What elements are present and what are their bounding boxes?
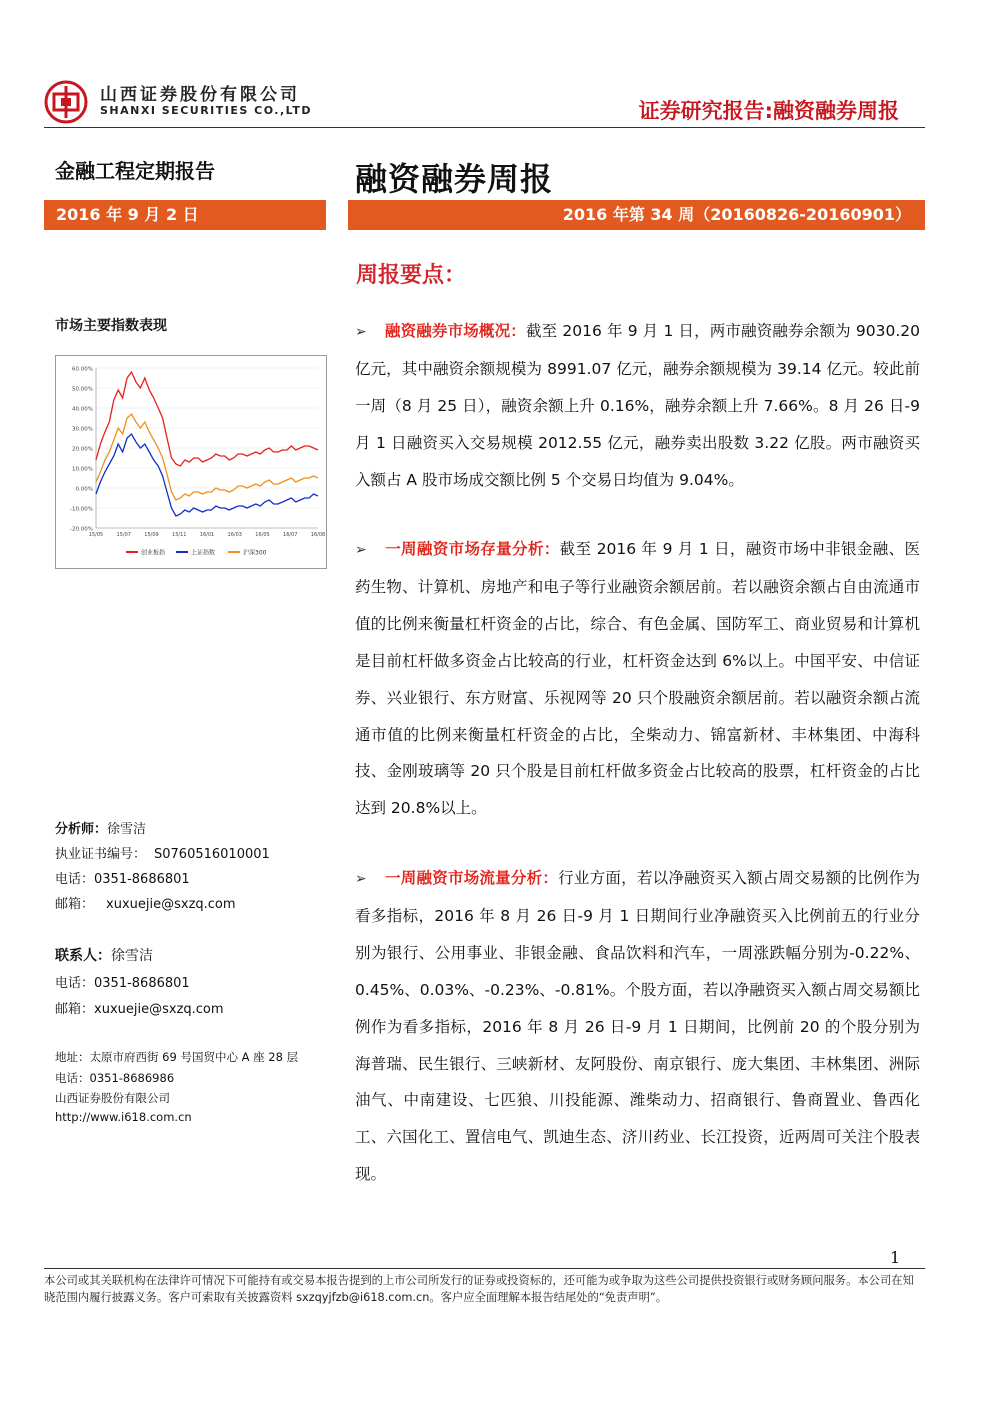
report-date: 2016 年 9 月 2 日 (44, 200, 326, 230)
header-divider (44, 127, 925, 128)
contact-phone: 0351-8686801 (94, 976, 190, 991)
series-line (96, 372, 318, 466)
cert-label: 执业证书编号： (55, 847, 147, 862)
analyst-name: 徐雪洁 (107, 822, 147, 837)
point-flow-analysis (355, 860, 920, 1193)
contact-name: 徐雪洁 (111, 948, 153, 964)
bullet-arrow-icon: ➢ (355, 542, 367, 558)
company-name-cn: 山西证券股份有限公司 (100, 85, 300, 105)
x-tick-label: 16/08 (310, 532, 326, 538)
cert-number: S0760516010001 (154, 847, 270, 862)
analyst-phone: 0351-8686801 (94, 872, 190, 887)
analyst-label: 分析师： (55, 822, 108, 837)
x-tick-label: 15/05 (88, 532, 104, 538)
point-lead: 一周融资市场流量分析： (384, 869, 559, 887)
company-logo (44, 80, 88, 124)
address-company: 山西证券股份有限公司 (55, 1091, 170, 1105)
analyst-phone-line (55, 868, 190, 887)
x-tick-label: 16/05 (255, 532, 270, 538)
x-tick-label: 15/09 (144, 532, 159, 538)
index-performance-chart (55, 355, 327, 569)
legend-label: 上证指数 (191, 549, 216, 557)
series-line (96, 414, 318, 500)
y-tick-label: 40.00% (72, 406, 93, 413)
bullet-arrow-icon: ➢ (355, 324, 367, 340)
analyst-email[interactable]: xuxuejie@sxzq.com (106, 897, 236, 912)
report-title: 融资融券周报 (355, 160, 554, 198)
contact-phone-line (55, 972, 190, 991)
footer-divider (44, 1268, 925, 1269)
x-tick-label: 15/11 (172, 532, 187, 538)
x-tick-label: 15/07 (116, 532, 131, 538)
company-name-en: SHANXI SECURITIES CO.,LTD (100, 104, 312, 117)
key-points-heading: 周报要点： (356, 263, 467, 288)
x-tick-label: 16/01 (199, 532, 215, 538)
analyst-line (55, 818, 146, 837)
y-tick-label: 10.00% (72, 466, 93, 473)
chart-heading: 市场主要指数表现 (55, 318, 167, 334)
contact-email-line (55, 998, 224, 1017)
company-website[interactable]: http://www.i618.com.cn (55, 1110, 192, 1124)
analyst-email-line (55, 893, 236, 912)
analyst-cert-line (55, 843, 270, 862)
report-week: 2016 年第 34 周（20160826-20160901） (348, 200, 925, 230)
y-tick-label: -20.00% (70, 526, 93, 533)
point-stock-analysis (355, 531, 920, 827)
contact-label: 联系人： (55, 948, 111, 964)
disclaimer: 本公司或其关联机构在法律许可情况下可能持有或交易本报告提到的上市公司所发行的证券或投资标的，还可能为或争取为这些公司提供投资银行或财务顾问服务。本公司在知晓范围内履行披露义务。客户可索取有关披露资料 sxzqyjfzb@i618.com.cn。客户应全面理解本报告结尾处的“免责声明”。 (44, 1274, 914, 1304)
point-text: 行业方面，若以净融资买入额占周交易额的比例作为看多指标，2016 年 8 月 26 日-9 月 1 日期间行业净融资买入比例前五的行业分别为银行、公用事业、非银金融、食品饮料和汽车，一周涨跌幅分别为-0.22%、0.45%、0.03%、-0.23%、-0.81%。个股方面，若以净融资买入额占周交易额比例作为看多指标，2016 年 8 月 26 日-9 月 1 日期间，比例前 20 的个股分别为海普瑞、民生银行、三峡新材、友阿股份、南京银行、庞大集团、丰林集团、洲际油气、中南建设、七匹狼、川投能源、潍柴动力、招商银行、鲁商置业、鲁西化工、六国化工、置信电气、凯迪生态、济川药业、长江投资，近两周可关注个股表现。 (355, 869, 920, 1184)
point-market-overview (355, 313, 920, 499)
x-tick-label: 16/03 (227, 532, 242, 538)
email-label: 邮箱： (55, 1002, 95, 1017)
report-type: 证券研究报告:融资融券周报 (638, 99, 899, 123)
point-lead: 一周融资市场存量分析： (384, 540, 560, 558)
y-tick-label: 0.00% (75, 486, 93, 493)
legend-label: 创业板指 (141, 549, 166, 557)
chart-canvas (56, 356, 326, 568)
y-tick-label: -10.00% (70, 506, 93, 513)
y-tick-label: 50.00% (72, 386, 93, 393)
legend-label: 沪深300 (243, 549, 267, 557)
point-text: 截至 2016 年 9 月 1 日，融资市场中非银金融、医药生物、计算机、房地产和电子等行业融资余额居前。若以融资余额占自由流通市值的比例来衡量杠杆资金的占比，综合、有色金属、国防军工、商业贸易和计算机是目前杠杆做多资金占比较高的行业，杠杆资金达到 6%以上。中国平安、中信证券、兴业银行、东方财富、乐视网等 20 只个股融资余额居前。若以融资余额占流通市值的比例来衡量杠杆资金的占比，全柴动力、锦富新材、丰林集团、中海科技、金刚玻璃等 20 只个股是目前杠杆做多资金占比较高的股票，杠杆资金的占比达到 20.8%以上。 (355, 540, 920, 818)
y-tick-label: 20.00% (72, 446, 93, 453)
contact-email[interactable]: xuxuejie@sxzq.com (94, 1002, 224, 1017)
y-tick-label: 60.00% (72, 366, 93, 373)
department-title: 金融工程定期报告 (55, 159, 215, 183)
phone-label: 电话： (55, 872, 95, 887)
page-number: 1 (890, 1248, 901, 1267)
y-tick-label: 30.00% (72, 426, 93, 433)
email-label: 邮箱： (55, 897, 95, 912)
address-phone: 电话：0351-8686986 (55, 1071, 175, 1085)
address-line: 地址：太原市府西街 69 号国贸中心 A 座 28 层 (55, 1050, 299, 1064)
point-text: 截至 2016 年 9 月 1 日，两市融资融券余额为 9030.20 亿元，其中融资余额规模为 8991.07 亿元，融券余额规模为 39.14 亿元。较此前一周（8 月 25 日），融资余额上升 0.16%，融券余额上升 7.66%。8 月 26 日-9 月 1 日融资买入交易规模 2012.55 亿元，融券卖出股数 3.22 亿股。两市融资买入额占 A 股市场成交额比例 5 个交易日均值为 9.04%。 (355, 322, 920, 489)
point-lead: 融资融券市场概况： (384, 322, 526, 340)
bullet-arrow-icon: ➢ (355, 871, 367, 887)
x-tick-label: 16/07 (283, 532, 298, 538)
phone-label: 电话： (55, 976, 95, 991)
series-line (96, 434, 318, 516)
contact-line (55, 945, 153, 965)
